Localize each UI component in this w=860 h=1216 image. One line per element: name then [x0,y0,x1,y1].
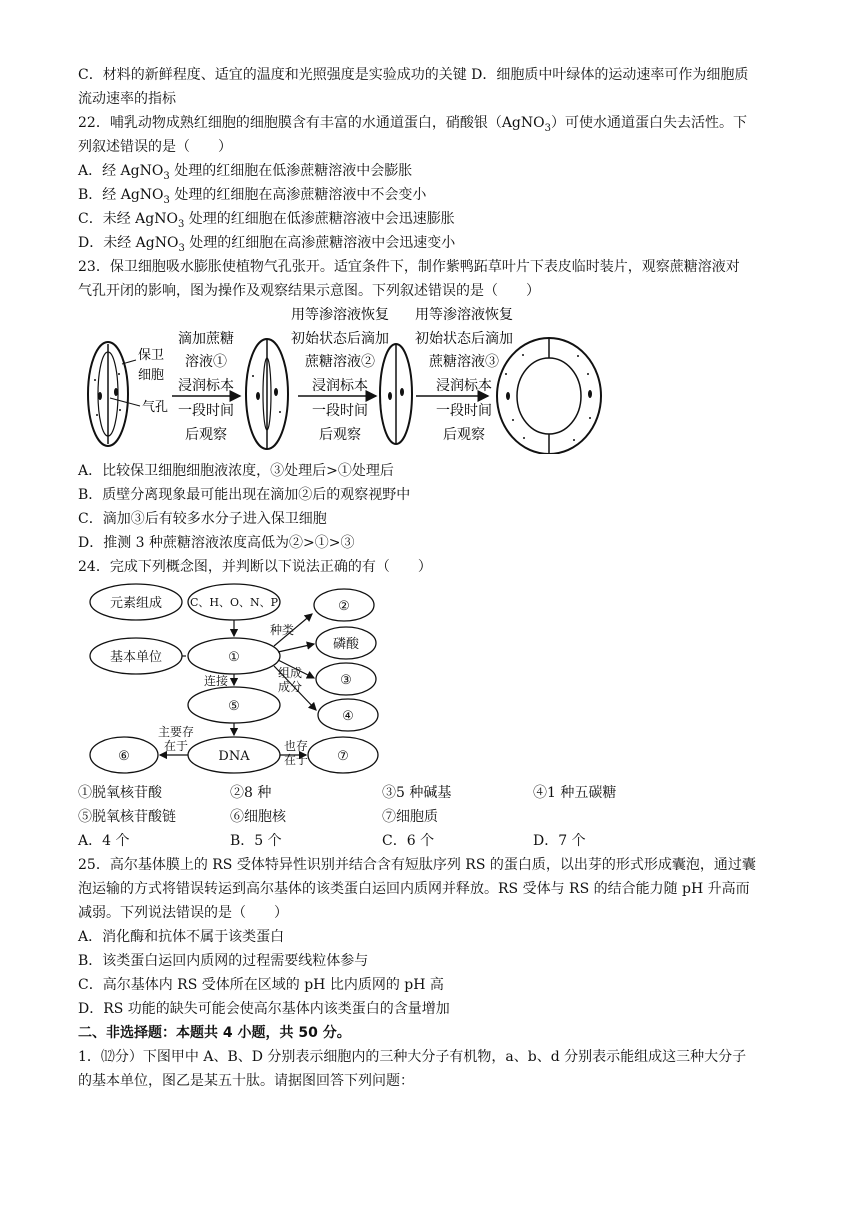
section-2-heading: 二、非选择题：本题共 4 小题，共 50 分。 [78,1025,351,1041]
svg-text:一段时间: 一段时间 [312,403,368,419]
q23-option-a: A．比较保卫细胞细胞液浓度，③处理后>①处理后 [78,463,394,479]
guard-cell-after-1 [246,339,288,449]
svg-text:一段时间: 一段时间 [178,403,234,419]
q24-item-2: ②8 种 [230,785,272,801]
svg-text:C、H、O、N、P: C、H、O、N、P [189,596,279,609]
svg-text:组成: 组成 [278,666,303,680]
svg-text:初始状态后滴加: 初始状态后滴加 [291,331,389,347]
svg-text:主要存: 主要存 [158,725,195,739]
stomata-figure [78,300,608,454]
svg-text:溶液①: 溶液① [185,354,227,370]
q24-item-1: ①脱氧核苷酸 [78,785,162,801]
q21-option-cd-line: C．材料的新鲜程度、适宜的温度和光照强度是实验成功的关键 D．细胞质中叶绿体的运动速率可作为细胞质 [78,67,749,83]
q22-option-b: B．经 AgNO$_3$ 处理的红细胞在高渗蔗糖溶液中不会变小 [78,187,427,206]
svg-text:磷酸: 磷酸 [332,637,360,652]
svg-text:④: ④ [342,709,354,724]
q25-stem: 25．高尔基体膜上的 RS 受体特异性识别并结合含有短肽序列 RS 的蛋白质，以出芽的形式形成囊泡，通过囊 [78,857,756,873]
q25-stem-cont2: 减弱。下列说法错误的是（ ） [78,905,288,921]
svg-text:元素组成: 元素组成 [109,596,163,611]
svg-text:后观察: 后观察 [185,427,227,443]
svg-text:浸润标本: 浸润标本 [312,378,368,394]
svg-text:初始状态后滴加: 初始状态后滴加 [415,331,513,347]
q24-option-d: D．7 个 [533,833,586,849]
svg-text:用等渗溶液恢复: 用等渗溶液恢复 [415,307,513,323]
q24-item-4: ④1 种五碳糖 [533,785,617,801]
svg-text:成分: 成分 [278,680,303,694]
q23-option-b: B．质壁分离现象最可能出现在滴加②后的观察视野中 [78,487,411,503]
q24-item-6: ⑥细胞核 [230,809,286,825]
q24-option-a: A．4 个 [78,833,130,849]
svg-text:①: ① [228,650,240,665]
svg-text:蔗糖溶液③: 蔗糖溶液③ [429,354,499,370]
q23-stem-cont: 气孔开闭的影响，图为操作及观察结果示意图。下列叙述错误的是（ ） [78,283,540,299]
q23-option-c: C．滴加③后有较多水分子进入保卫细胞 [78,511,327,527]
svg-text:在于: 在于 [284,753,309,767]
svg-text:⑦: ⑦ [337,749,349,764]
svg-text:也存: 也存 [284,739,309,753]
svg-text:蔗糖溶液②: 蔗糖溶液② [305,354,375,370]
label-guard: 保卫 [138,348,165,363]
guard-cell-after-2 [380,344,412,444]
label-cell: 细胞 [138,368,165,383]
q25-stem-cont: 泡运输的方式将错误转运到高尔基体的该类蛋白运回内质网并释放。RS 受体与 RS 的结合能力随 pH 升高而 [78,881,750,897]
q22-option-c: C．未经 AgNO$_3$ 处理的红细胞在低渗蔗糖溶液中会迅速膨胀 [78,211,455,230]
svg-text:⑤: ⑤ [228,699,240,714]
q25-option-a: A．消化酶和抗体不属于该类蛋白 [78,929,285,945]
problem-1-stem-cont: 的基本单位，图乙是某五十肽。请据图回答下列问题： [78,1073,414,1089]
q23-option-d: D．推测 3 种蔗糖溶液浓度高低为②>①>③ [78,535,355,551]
q24-option-c: C．6 个 [382,833,435,849]
svg-text:后观察: 后观察 [443,427,485,443]
svg-text:连接: 连接 [204,674,229,688]
q24-item-5: ⑤脱氧核苷酸链 [78,809,176,825]
svg-text:基本单位: 基本单位 [109,650,163,665]
svg-text:一段时间: 一段时间 [436,403,492,419]
svg-text:后观察: 后观察 [319,427,361,443]
q24-option-b: B．5 个 [230,833,282,849]
step3-text [415,306,513,443]
step1-text [178,330,234,443]
q25-option-c: C．高尔基体内 RS 受体所在区域的 pH 比内质网的 pH 高 [78,977,444,993]
q24-stem: 24．完成下列概念图，并判断以下说法正确的有（ ） [78,559,432,575]
concept-map [88,578,388,778]
q25-option-b: B．该类蛋白运回内质网的过程需要线粒体参与 [78,953,369,969]
svg-text:用等渗溶液恢复: 用等渗溶液恢复 [291,307,389,323]
guard-cell-initial [88,342,128,446]
svg-text:种类: 种类 [270,623,295,637]
q22-stem: 22．哺乳动物成熟红细胞的细胞膜含有丰富的水通道蛋白，硝酸银（AgNO$_3$）可使水通道蛋白失去活性。下 [78,115,747,134]
q22-stem-cont: 列叙述错误的是（ ） [78,139,232,155]
q22-option-a: A．经 AgNO$_3$ 处理的红细胞在低渗蔗糖溶液中会膨胀 [78,163,413,182]
svg-text:⑥: ⑥ [118,749,130,764]
q21-option-d-cont: 流动速率的指标 [78,91,176,107]
svg-text:在于: 在于 [164,739,189,753]
q23-stem: 23．保卫细胞吸水膨胀使植物气孔张开。适宜条件下，制作紫鸭跖草叶片下表皮临时装片，观察蔗糖溶液对 [78,259,740,275]
svg-text:浸润标本: 浸润标本 [178,378,234,394]
svg-text:浸润标本: 浸润标本 [436,378,492,394]
svg-text:滴加蔗糖: 滴加蔗糖 [178,331,234,347]
guard-cell-after-3 [497,338,601,454]
q24-item-7: ⑦细胞质 [382,809,438,825]
svg-text:③: ③ [340,673,352,688]
svg-text:DNA: DNA [218,749,250,764]
q24-item-3: ③5 种碱基 [382,785,452,801]
step2-text [291,306,389,443]
q25-option-d: D．RS 功能的缺失可能会使高尔基体内该类蛋白的含量增加 [78,1001,450,1017]
problem-1-stem: 1．⑿分）下图甲中 A、B、D 分别表示细胞内的三种大分子有机物，a、b、d 分别表示能组成这三种大分子 [78,1049,747,1065]
svg-text:②: ② [338,599,350,614]
q22-option-d: D．未经 AgNO$_3$ 处理的红细胞在高渗蔗糖溶液中会迅速变小 [78,235,456,254]
label-pore: 气孔 [142,400,169,415]
